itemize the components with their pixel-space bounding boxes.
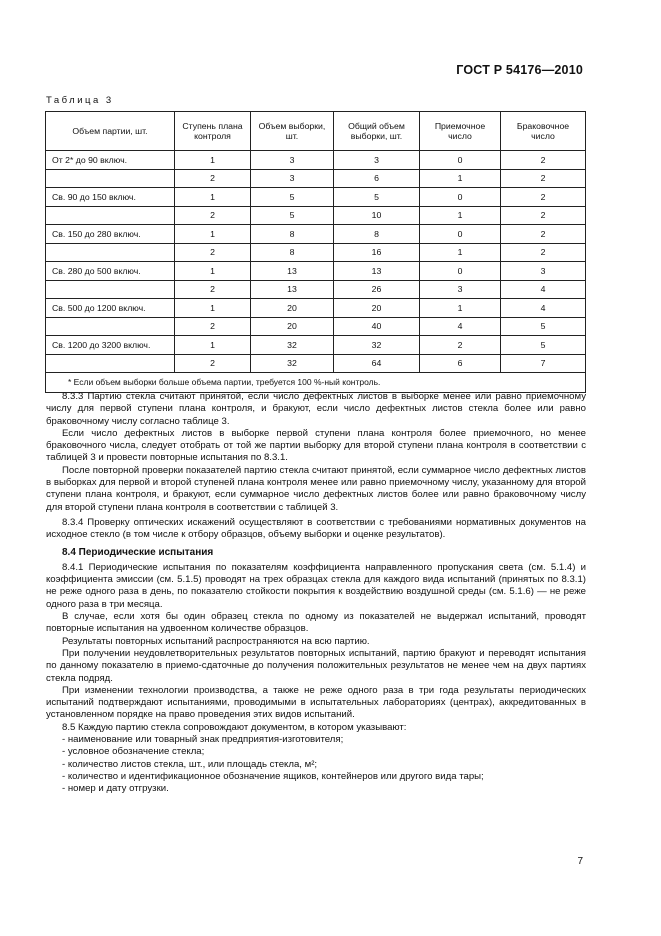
- table-cell: 1: [175, 225, 251, 244]
- paragraph-8-3-3-second-stage: Если число дефектных листов в выборке первой ступени плана контроля более приемочного, но менее браковочного числа, следует отобрать от той же партии выборку для второй ступени плана контроля в соответствии с таблицей 3 и провести повторные испытания по 8.3.1.: [46, 427, 586, 464]
- table-cell: 2: [501, 225, 586, 244]
- table-cell: 4: [501, 299, 586, 318]
- table-cell: 2: [175, 206, 251, 225]
- table-cell: 6: [334, 169, 420, 188]
- lot-size-cell: [46, 280, 175, 299]
- table-cell: 10: [334, 206, 420, 225]
- lot-size-cell: Св. 1200 до 3200 включ.: [46, 336, 175, 355]
- table-row: [46, 206, 586, 225]
- table-cell: 0: [420, 188, 501, 207]
- paragraph-8-4-1-scope: Результаты повторных испытаний распространяются на всю партию.: [62, 635, 370, 647]
- paragraph-8-3-3: 8.3.3 Партию стекла считают принятой, если число дефектных листов в выборке менее или равно приемочному числу для первой ступени плана контроля, и бракуют, если число дефектных листов стекла более или равно браковочному числу согласно таблице 3.: [46, 391, 586, 427]
- paragraph-8-4-1: 8.4.1 Периодические испытания по показателям коэффициента направленного пропускания света (см. 5.1.4) и коэффициента эмиссии (см. 5.1.5) проводят на трех образцах стекла для каждого вида испытаний (принятых по 8.3.1) не реже одного раза в день, по показателю стойкости покрытия к воздействию воздушной среды (см. 5.1.6) — не реже одного раза в три месяца.: [46, 561, 586, 610]
- paragraph-8-4-1-technology: При изменении технологии производства, а также не реже одного раза в три года результаты периодических испытаний подтверждают испытаниями, проводимыми в испытательных лабораториях (центрах), аккредитованных в установленном порядке на право проведения этих видов испытаний.: [46, 684, 586, 721]
- table-cell: 1: [175, 336, 251, 355]
- table-cell: 32: [334, 336, 420, 355]
- table-cell: 20: [334, 299, 420, 318]
- table-header-row: [46, 112, 586, 151]
- lot-size-cell: Св. 500 до 1200 включ.: [46, 299, 175, 318]
- table-footnote-row: [46, 373, 586, 393]
- sampling-plan-table: [45, 111, 586, 393]
- lot-size-cell: [46, 243, 175, 262]
- paragraph-8-4-1-failure: В случае, если хотя бы один образец стекла по одному из показателей не выдержал испытаний, проводят повторные испытания на удвоенном количестве образцов.: [46, 611, 586, 635]
- list-item: - количество и идентификационное обозначение ящиков, контейнеров или другого вида тары;: [62, 770, 484, 782]
- page-number: 7: [577, 856, 583, 867]
- table-cell: 1: [420, 206, 501, 225]
- table-cell: 8: [251, 225, 334, 244]
- body-text: [46, 391, 586, 796]
- table-cell: 1: [175, 299, 251, 318]
- table-cell: 2: [501, 188, 586, 207]
- table-cell: 16: [334, 243, 420, 262]
- table-cell: 2: [175, 317, 251, 336]
- table-cell: 0: [420, 151, 501, 170]
- column-header: Объем выборки, шт.: [251, 112, 334, 151]
- column-header: Приемочное число: [420, 112, 501, 151]
- paragraph-8-5: 8.5 Каждую партию стекла сопровождают документом, в котором указывают:: [62, 721, 407, 733]
- lot-size-cell: [46, 354, 175, 373]
- table-cell: 2: [501, 169, 586, 188]
- section-heading-8-4: 8.4 Периодические испытания: [62, 546, 214, 558]
- table-row: [46, 317, 586, 336]
- table-cell: 2: [175, 243, 251, 262]
- lot-size-cell: Св. 90 до 150 включ.: [46, 188, 175, 207]
- list-item: - наименование или товарный знак предприятия-изготовителя;: [62, 734, 344, 746]
- table-cell: 1: [175, 262, 251, 281]
- table-cell: 5: [251, 188, 334, 207]
- table-cell: 4: [501, 280, 586, 299]
- table-row: [46, 262, 586, 281]
- table-cell: 20: [251, 299, 334, 318]
- table-row: [46, 188, 586, 207]
- table-cell: 0: [420, 262, 501, 281]
- table-cell: 7: [501, 354, 586, 373]
- table-footnote: * Если объем выборки больше объема партии, требуется 100 %-ный контроль.: [46, 373, 586, 393]
- list-item: - условное обозначение стекла;: [62, 746, 205, 758]
- table-cell: 2: [501, 151, 586, 170]
- list-item: - количество листов стекла, шт., или площадь стекла, м²;: [62, 758, 318, 770]
- table-cell: 3: [501, 262, 586, 281]
- lot-size-cell: [46, 169, 175, 188]
- list-item: - номер и дату отгрузки.: [62, 783, 169, 795]
- table-body: [46, 151, 586, 373]
- table-row: [46, 354, 586, 373]
- table-cell: 1: [420, 169, 501, 188]
- standard-designation: ГОСТ Р 54176—2010: [456, 63, 583, 77]
- table-row: [46, 243, 586, 262]
- table-cell: 8: [251, 243, 334, 262]
- table-cell: 1: [420, 299, 501, 318]
- lot-size-cell: [46, 206, 175, 225]
- column-header: Ступень плана контроля: [175, 112, 251, 151]
- table-cell: 5: [501, 317, 586, 336]
- lot-size-cell: От 2* до 90 включ.: [46, 151, 175, 170]
- table-row: [46, 225, 586, 244]
- table-cell: 32: [251, 354, 334, 373]
- table-cell: 6: [420, 354, 501, 373]
- table-row: [46, 169, 586, 188]
- table-cell: 2: [501, 243, 586, 262]
- table-caption: Таблица 3: [46, 95, 114, 106]
- table-cell: 13: [251, 262, 334, 281]
- column-header: Объем партии, шт.: [46, 112, 175, 151]
- table-cell: 2: [175, 354, 251, 373]
- table-cell: 5: [251, 206, 334, 225]
- table-cell: 3: [251, 169, 334, 188]
- table-cell: 13: [251, 280, 334, 299]
- table-row: [46, 299, 586, 318]
- table-cell: 3: [420, 280, 501, 299]
- paragraph-8-4-1-reject: При получении неудовлетворительных результатов повторных испытаний, партию бракуют и переводят испытания по данному показателю в приемо-сдаточные до получения положительных результатов не менее чем на двух партиях стекла подряд.: [46, 647, 586, 684]
- table-cell: 2: [175, 169, 251, 188]
- table-row: [46, 336, 586, 355]
- table-cell: 13: [334, 262, 420, 281]
- table-cell: 32: [251, 336, 334, 355]
- table-cell: 1: [175, 188, 251, 207]
- table-cell: 8: [334, 225, 420, 244]
- table-cell: 2: [420, 336, 501, 355]
- table-cell: 5: [501, 336, 586, 355]
- lot-size-cell: Св. 280 до 500 включ.: [46, 262, 175, 281]
- table-cell: 64: [334, 354, 420, 373]
- column-header: Браковочное число: [501, 112, 586, 151]
- lot-size-cell: Св. 150 до 280 включ.: [46, 225, 175, 244]
- table-cell: 0: [420, 225, 501, 244]
- table-row: [46, 151, 586, 170]
- lot-size-cell: [46, 317, 175, 336]
- table-cell: 20: [251, 317, 334, 336]
- table-cell: 40: [334, 317, 420, 336]
- table-cell: 1: [420, 243, 501, 262]
- paragraph-8-3-4: 8.3.4 Проверку оптических искажений осуществляют в соответствии с требованиями нормативных документов на исходное стекло (в том числе к отбору образцов, объему выборки и оценке результатов).: [46, 516, 586, 541]
- table-cell: 1: [175, 151, 251, 170]
- table-cell: 26: [334, 280, 420, 299]
- table-header: [46, 112, 586, 151]
- table-cell: 4: [420, 317, 501, 336]
- document-contents-list: [46, 734, 586, 795]
- table-cell: 2: [501, 206, 586, 225]
- paragraph-8-3-3-retest: После повторной проверки показателей партию стекла считают принятой, если суммарное число дефектных листов в выборках для первой и второй ступеней плана контроля менее или равно приемочному числу, указанному для второй ступени плана контроля, и бракуют, если суммарное число дефектных листов более или равно браковочному числу для второй ступени плана контроля в соответствии с таблицей 3.: [46, 464, 586, 513]
- column-header: Общий объем выборки, шт.: [334, 112, 420, 151]
- table-cell: 2: [175, 280, 251, 299]
- table-cell: 3: [251, 151, 334, 170]
- table-row: [46, 280, 586, 299]
- table-cell: 3: [334, 151, 420, 170]
- table-cell: 5: [334, 188, 420, 207]
